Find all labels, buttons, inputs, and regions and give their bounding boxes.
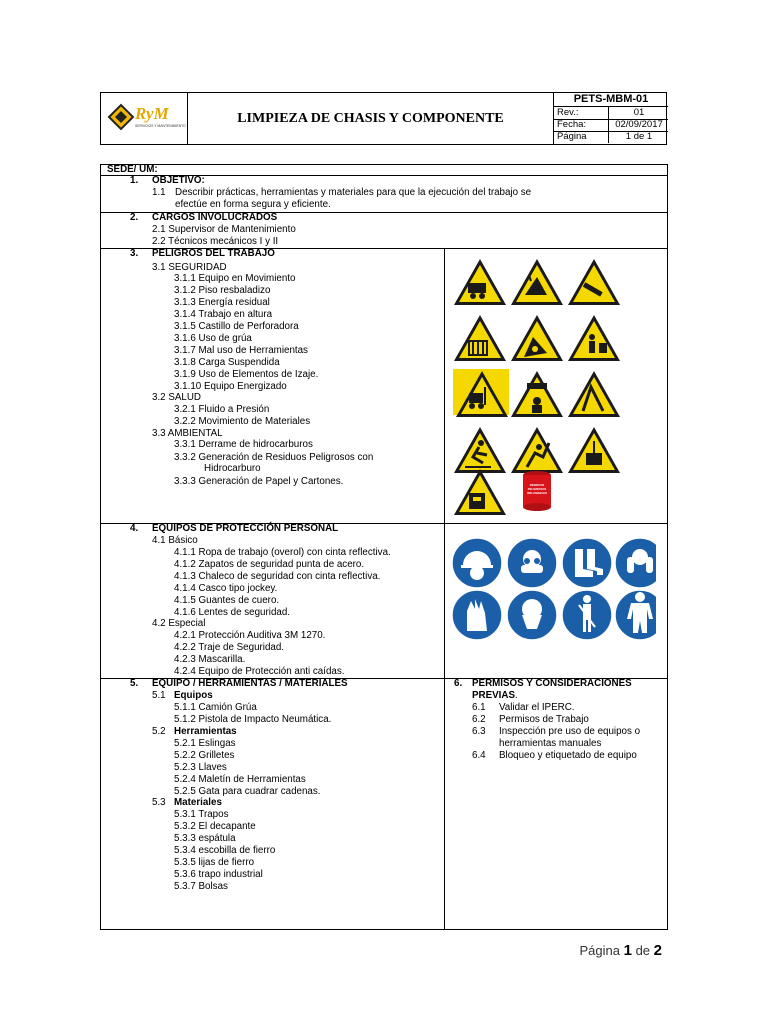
- section-1-num: 1.: [130, 175, 139, 186]
- subsection-herramientas: Herramientas: [174, 726, 237, 737]
- list-item: 3.1.8 Carga Suspendida: [174, 357, 280, 368]
- list-item: 5.2.1 Eslingas: [174, 738, 236, 749]
- list-item: 4.1.6 Lentes de seguridad.: [174, 607, 291, 618]
- svg-text:INFLAMABLES: INFLAMABLES: [526, 491, 548, 495]
- subsection-seguridad: 3.1 SEGURIDAD: [152, 262, 227, 273]
- meta-rev: Rev.: 01: [554, 107, 668, 120]
- meta-pagina: Página 1 de 1: [554, 131, 668, 143]
- subsection-equipos-num: 5.1: [152, 690, 166, 701]
- list-item: 3.1.5 Castillo de Perforadora: [174, 321, 299, 332]
- list-item: 5.2.3 Llaves: [174, 762, 227, 773]
- list-item: 3.1.6 Uso de grúa: [174, 333, 252, 344]
- section-1-item-num: 1.1: [152, 187, 166, 198]
- svg-text:RyM: RyM: [135, 104, 169, 123]
- suspended-load-hazard-icon: [511, 371, 563, 417]
- sede-label: SEDE/ UM:: [107, 164, 158, 175]
- hazardous-waste-barrel-icon: [523, 471, 551, 511]
- subsection-ambiental: 3.3 AMBIENTAL: [152, 428, 223, 439]
- section-1-item-line1: Describir prácticas, herramientas y materiales para que la ejecución del trabajo se: [175, 187, 532, 198]
- moving-equipment-hazard-icon: [454, 259, 506, 305]
- subsection-basico: 4.1 Básico: [152, 535, 198, 546]
- section-2-title: CARGOS INVOLUCRADOS: [152, 212, 278, 223]
- svg-text:PELIGROSOS: PELIGROSOS: [527, 487, 547, 491]
- list-item: 4.1.3 Chaleco de seguridad con cinta reflectiva.: [174, 571, 381, 582]
- list-item: Bloqueo y etiquetado de equipo: [499, 750, 637, 761]
- section-2-num: 2.: [130, 212, 139, 223]
- document-meta: [553, 93, 668, 144]
- list-item: 3.3.2 Generación de Residuos Peligrosos con: [174, 452, 374, 463]
- list-item: 3.1.4 Trabajo en altura: [174, 309, 273, 320]
- list-item: 5.3.7 Bolsas: [174, 881, 228, 892]
- section-3-title: PELIGROS DEL TRABAJO: [152, 248, 275, 259]
- document-header: [100, 92, 667, 145]
- list-item: 3.1.3 Energía residual: [174, 297, 270, 308]
- list-item: 5.3.5 lijas de fierro: [174, 857, 255, 868]
- crane-hazard-icon: [511, 315, 563, 361]
- subsection-especial: 4.2 Especial: [152, 618, 206, 629]
- list-item: 2.2 Técnicos mecánicos I y II: [152, 236, 279, 247]
- list-item: 4.1.1 Ropa de trabajo (overol) con cinta reflectiva.: [174, 547, 391, 558]
- list-item: 5.3.2 El decapante: [174, 821, 256, 832]
- section-4-title: EQUIPOS DE PROTECCIÓN PERSONAL: [152, 523, 339, 534]
- section-1-title: OBJETIVO:: [152, 175, 205, 186]
- list-item: 4.1.4 Casco tipo jockey.: [174, 583, 278, 594]
- section-6-title-line1: PERMISOS Y CONSIDERACIONES: [472, 678, 632, 689]
- subsection-materiales-num: 5.3: [152, 797, 166, 808]
- hazard-signs: [451, 257, 631, 517]
- lifting-equipment-hazard-icon: [568, 371, 620, 417]
- list-item: 3.1.1 Equipo en Movimiento: [174, 273, 296, 284]
- falling-tool-hazard-icon: [568, 259, 620, 305]
- section-4-num: 4.: [130, 523, 139, 534]
- residual-energy-hazard-icon: [511, 259, 563, 305]
- list-item: 3.2.2 Movimiento de Materiales: [174, 416, 311, 427]
- list-item: 4.2.3 Mascarilla.: [174, 654, 246, 665]
- list-item: 5.3.3 espátula: [174, 833, 236, 844]
- list-item: 5.1.1 Camión Grúa: [174, 702, 257, 713]
- company-logo: [101, 93, 188, 144]
- section-5-num: 5.: [130, 678, 139, 689]
- list-item: 3.3.1 Derrame de hidrocarburos: [174, 439, 313, 450]
- document-title: LIMPIEZA DE CHASIS Y COMPONENTE: [237, 110, 504, 126]
- list-item: 4.2.2 Traje de Seguridad.: [174, 642, 285, 653]
- section-6-title-line2: PREVIAS.: [472, 690, 518, 701]
- meta-fecha: Fecha: 02/09/2017: [554, 119, 668, 132]
- subsection-equipos: Equipos: [174, 690, 213, 701]
- list-item: 4.1.5 Guantes de cuero.: [174, 595, 280, 606]
- fall-hazard-icon: [511, 427, 563, 473]
- worker-hazard-icon: [568, 315, 620, 361]
- list-item: 4.2.4 Equipo de Protección anti caídas.: [174, 666, 345, 677]
- list-item: 4.2.1 Protección Auditiva 3M 1270.: [174, 630, 326, 641]
- drill-tower-hazard-icon: [454, 315, 506, 361]
- list-item-num: 6.4: [472, 750, 486, 761]
- document-code: PETS-MBM-01: [554, 93, 668, 107]
- list-item: Permisos de Trabajo: [499, 714, 589, 725]
- section-5-title: EQUIPO / HERRAMIENTAS / MATERIALES: [152, 678, 348, 689]
- list-item: 3.1.2 Piso resbaladizo: [174, 285, 271, 296]
- procedure-table: [100, 164, 668, 930]
- list-item: 3.2.1 Fluido a Presión: [174, 404, 270, 415]
- list-item-num: 6.2: [472, 714, 486, 725]
- list-item: 5.3.1 Trapos: [174, 809, 229, 820]
- list-item-num: 6.3: [472, 726, 486, 737]
- section-6-num: 6.: [454, 678, 463, 689]
- hanging-load-hazard-icon: [568, 427, 620, 473]
- list-item: Validar el IPERC.: [499, 702, 575, 713]
- section-1-item-line2: efectúe en forma segura y eficiente.: [175, 199, 331, 210]
- list-item-continuation: Hidrocarburo: [204, 463, 261, 474]
- list-item: 4.1.2 Zapatos de seguridad punta de acero.: [174, 559, 365, 570]
- list-item: 5.2.5 Gata para cuadrar cadenas.: [174, 786, 321, 797]
- slippery-floor-hazard-icon: [454, 427, 506, 473]
- list-item: 3.1.10 Equipo Energizado: [174, 381, 287, 392]
- page-number: Página 1 de 2: [579, 942, 662, 959]
- list-item: 5.3.4 escobilla de fierro: [174, 845, 276, 856]
- forklift-hazard-icon: [453, 369, 509, 417]
- list-item: 5.2.4 Maletín de Herramientas: [174, 774, 306, 785]
- section-3-num: 3.: [130, 248, 139, 259]
- list-item: 5.3.6 trapo industrial: [174, 869, 263, 880]
- list-item: 2.1 Supervisor de Mantenimiento: [152, 224, 296, 235]
- ppe-signs: [451, 535, 656, 642]
- hazardous-waste-hazard-icon: [454, 469, 506, 515]
- subsection-salud: 3.2 SALUD: [152, 392, 202, 403]
- list-item: 5.2.2 Grilletes: [174, 750, 235, 761]
- svg-text:SERVICIOS Y MANTENIMIENTO: SERVICIOS Y MANTENIMIENTO: [135, 124, 186, 128]
- subsection-herramientas-num: 5.2: [152, 726, 166, 737]
- list-item-continuation: herramientas manuales: [499, 738, 602, 749]
- list-item: 5.1.2 Pistola de Impacto Neumática.: [174, 714, 332, 725]
- svg-text:RESIDUOS: RESIDUOS: [529, 483, 545, 487]
- list-item: 3.1.7 Mal uso de Herramientas: [174, 345, 308, 356]
- list-item: 3.3.3 Generación de Papel y Cartones.: [174, 476, 344, 487]
- list-item: Inspección pre uso de equipos o: [499, 726, 641, 737]
- list-item: 3.1.9 Uso de Elementos de Izaje.: [174, 369, 319, 380]
- list-item-num: 6.1: [472, 702, 486, 713]
- subsection-materiales: Materiales: [174, 797, 222, 808]
